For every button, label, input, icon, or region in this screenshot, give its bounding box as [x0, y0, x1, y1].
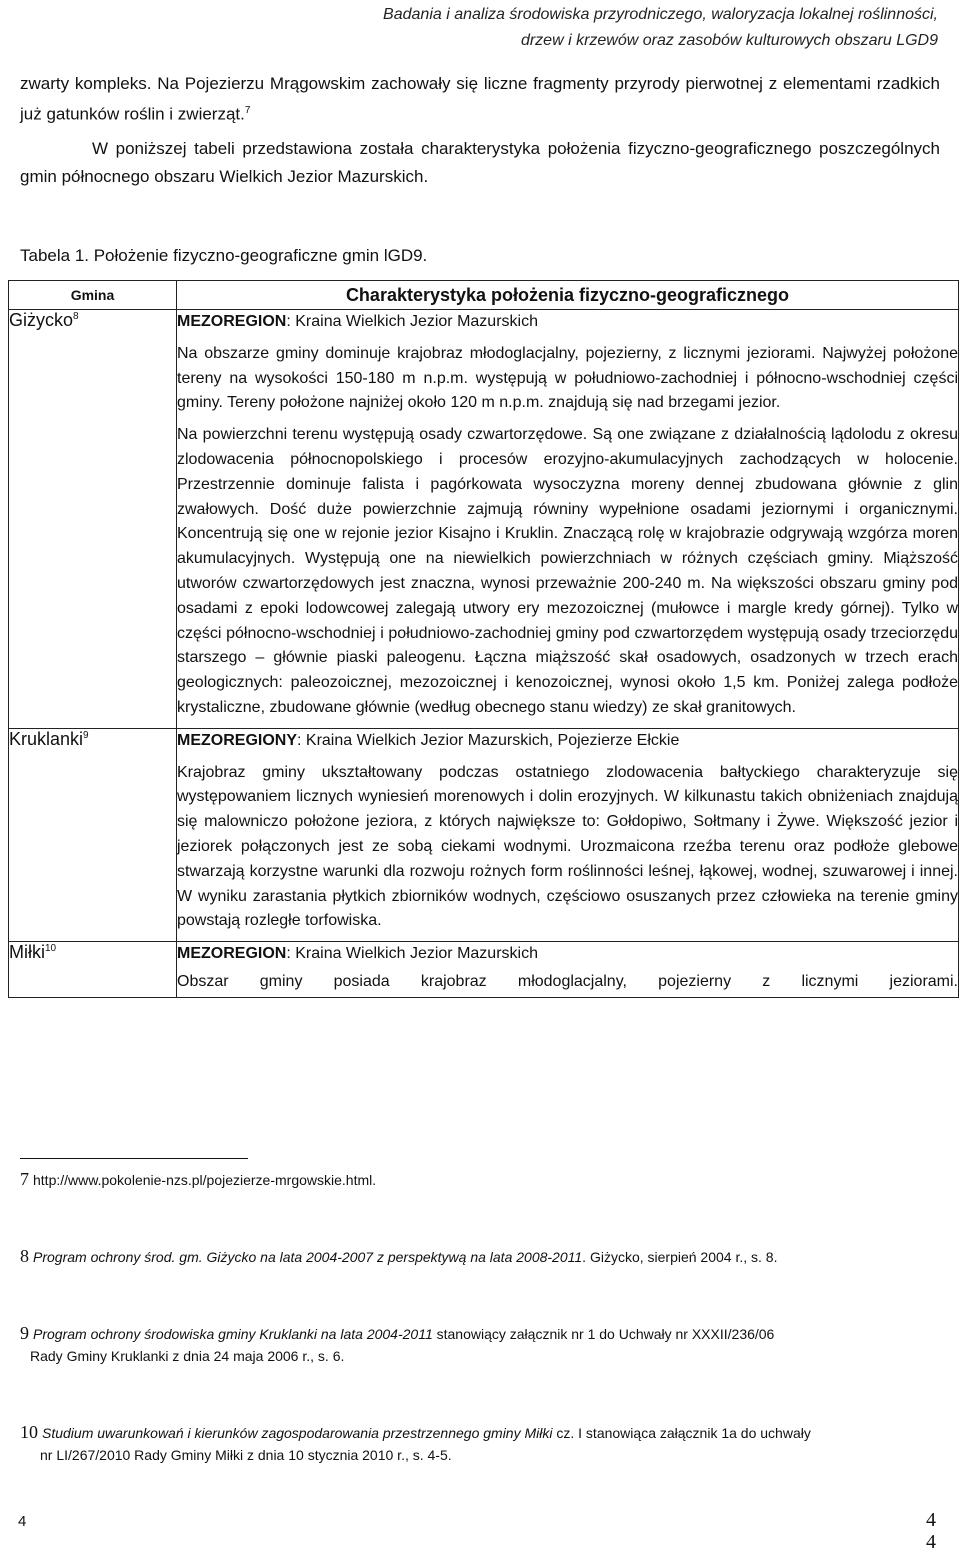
page-number-right-top: 4 — [926, 1509, 936, 1531]
footnote-separator — [20, 1158, 248, 1159]
header-description: Charakterystyka położenia fizyczno-geograficznego — [177, 281, 959, 310]
mezoregion-value: : Kraina Wielkich Jezior Mazurskich — [286, 313, 538, 330]
mezoregion-label: MEZOREGION — [177, 313, 287, 330]
gmina-description-cell — [177, 942, 959, 998]
intro-text-1: zwarty kompleks. Na Pojezierzu Mrągowskim zachowały się liczne fragmenty przyrody pierwotnej z elementami rzadkich już gatunków roślin i zwierząt. — [20, 74, 940, 124]
description-paragraph: Krajobraz gminy ukształtowany podczas ostatniego zlodowacenia bałtyckiego charakteryzuje się występowaniem licznych wyniesień morenowych i dolin erozyjnych. W kilkunastu takich obniżeniach znajdują się malowniczo położone jeziora, z których największe to: Gołdopiwo, Sołtmany i Żywe. Większość jezior i jeziorek połączonych jest ze sobą ciekami wodnymi. Urozmaicona rzeźba terenu oraz podłoże glebowe stwarzają korzystne warunki dla rozwoju rożnych form roślinności leśnej, łąkowej, wodnej, szuwarowej i innej. W wyniku zarastania płytkich zbiorników wodnych, częściowo osuszanych przez człowieka na terenie gminy powstają rozległe torfowiska. — [177, 763, 958, 930]
footnote-source-title: Program ochrony środowiska gminy Kruklanki na lata 2004-2011 — [33, 1326, 433, 1342]
footnote-source-details: . Giżycko, sierpień 2004 r., s. 8. — [582, 1249, 778, 1265]
footnote-ref-7[interactable]: 7 — [244, 105, 251, 116]
footnote-number: 7 — [20, 1169, 29, 1189]
footnote-8 — [20, 1246, 940, 1267]
footnote-line — [20, 1323, 940, 1344]
gmina-name-cell — [9, 728, 177, 941]
footnote-line: nr LI/267/2010 Rady Gminy Miłki z dnia 10 stycznia 2010 r., s. 4-5. — [40, 1447, 452, 1463]
footnote-number: 9 — [20, 1323, 29, 1343]
geo-table — [8, 280, 959, 998]
mezoregion-value: : Kraina Wielkich Jezior Mazurskich, Pojezierze Ełckie — [297, 731, 680, 749]
gmina-name: Kruklanki — [9, 728, 84, 749]
footnote-number: 8 — [20, 1246, 29, 1266]
header-gmina: Gmina — [9, 281, 177, 310]
page-number-right-bottom: 4 — [926, 1531, 936, 1553]
footnote-link[interactable]: http://www.pokolenie-nzs.pl/pojezierze-mrgowskie.html. — [33, 1172, 377, 1188]
footnote-source-title: Program ochrony środ. gm. Giżycko na lata 2004-2007 z perspektywą na lata 2008-2011 — [33, 1249, 583, 1265]
running-header — [383, 2, 938, 54]
table-row — [9, 728, 959, 941]
gmina-name: Miłki — [9, 942, 45, 963]
table-row — [9, 310, 959, 729]
header-line-2: drzew i krzewów oraz zasobów kulturowych obszaru LGD9 — [520, 32, 938, 49]
footnote-ref-10[interactable]: 10 — [45, 943, 57, 955]
description-paragraph: Na obszarze gminy dominuje krajobraz młodoglacjalny, pojezierny, z licznymi jeziorami. Najwyżej położone tereny na wysokości 150-180 m n.p.m. występują w południowo-zachodniej i północno-wschodniej części gminy. Tereny położone najniżej około 120 m n.p.m. znajdują się nad brzegami jezior. — [177, 344, 958, 412]
table-header-row — [9, 281, 959, 310]
gmina-name-cell — [9, 310, 177, 729]
header-line-1: Badania i analiza środowiska przyrodniczego, waloryzacja lokalnej roślinności, — [383, 6, 938, 23]
intro-paragraph-2: W poniższej tabeli przedstawiona została charakterystyka położenia fizyczno-geograficznego poszczególnych gmin północnego obszaru Wielkich Jezior Mazurskich. — [20, 139, 940, 186]
mezoregion-line — [177, 942, 958, 967]
footnote-line: Rady Gminy Kruklanki z dnia 24 maja 2006 r., s. 6. — [30, 1348, 345, 1364]
footnote-line — [20, 1422, 940, 1443]
footnote-source-details: cz. I stanowiąca załącznik 1a do uchwały — [552, 1425, 811, 1441]
footnote-number: 10 — [20, 1422, 38, 1442]
mezoregion-line — [177, 729, 958, 754]
footnote-ref-8[interactable]: 8 — [73, 311, 79, 322]
mezoregion-value: : Kraina Wielkich Jezior Mazurskich — [286, 945, 538, 963]
description-paragraph: Na powierzchni terenu występują osady czwartorzędowe. Są one związane z działalnością lądolodu z okresu zlodowacenia północnopolskiego i procesów erozyjno-akumulacyjnych zachodzących w holocenie. Przestrzennie dominuje falista i pagórkowata wysoczyzna moreny dennej zbudowana głównie z glin zwałowych. Dość duże powierzchnie zajmują równiny wypełnione osadami jeziornymi i organicznymi. Koncentrują się one w rejonie jezior Kisajno i Kruklin. Znaczącą rolę w krajobrazie odgrywają wzgórza moren akumulacyjnych. Występują one na niewielkich powierzchniach w różnych częściach gminy. Miąższość utworów czwartorzędowych jest znaczna, wynosi przeważnie 200-240 m. Na większości obszaru gminy pod osadami z epoki lodowcowej zalegają utwory ery mezozoicznej (mułowce i margle kredy górnej). Tylko w części północno-wschodniej i południowo-zachodniej gminy pod czwartorzędem występują osady trzeciorzędu starszego – głównie piaski paleogenu. Łączna miąższość skał osadowych, osadzonych w trzech erach geologicznych: paleozoicznej, mezozoicznej i kenozoicznej, wynosi około 1,5 km. Poniżej zalega podłoże krystaliczne, zbudowane głównie (według obecnego stanu wiedzy) ze skał granitowych. — [177, 426, 958, 716]
intro-paragraph-1 — [20, 70, 940, 128]
footnote-ref-9[interactable]: 9 — [83, 729, 89, 741]
table-row — [9, 942, 959, 998]
gmina-name: Giżycko — [9, 310, 74, 330]
gmina-name-cell — [9, 942, 177, 998]
footnote-source-details: stanowiący załącznik nr 1 do Uchwały nr XXXII/236/06 — [432, 1326, 775, 1342]
mezoregion-line — [177, 310, 958, 335]
table-caption: Tabela 1. Położenie fizyczno-geograficzne gmin lGD9. — [20, 246, 428, 265]
footnote-9 — [20, 1323, 940, 1366]
gmina-description-cell — [177, 728, 959, 941]
mezoregion-label: MEZOREGIONY — [177, 731, 298, 749]
page-number-left: 4 — [18, 1513, 27, 1530]
mezoregion-label: MEZOREGION — [177, 945, 287, 963]
footnote-10 — [20, 1422, 940, 1465]
footnote-7 — [20, 1169, 940, 1190]
footnote-source-title: Studium uwarunkowań i kierunków zagospodarowania przestrzennego gminy Miłki — [42, 1425, 553, 1441]
description-paragraph: Obszar gminy posiada krajobraz młodoglacjalny, pojezierny z licznymi jeziorami. — [177, 972, 958, 990]
gmina-description-cell — [177, 310, 959, 729]
